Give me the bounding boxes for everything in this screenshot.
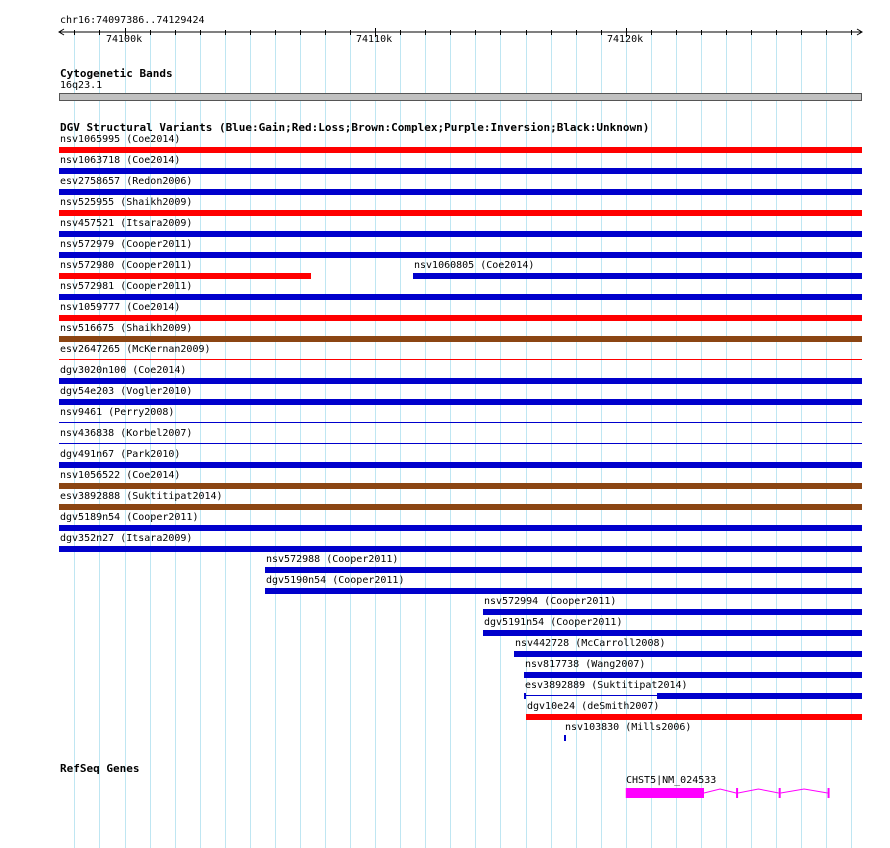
sv-feature-bar[interactable] bbox=[514, 651, 862, 657]
sv-label: nsv1056522 (Coe2014) bbox=[60, 470, 181, 481]
sv-feature-bar[interactable] bbox=[59, 189, 862, 195]
location-label: chr16:74097386..74129424 bbox=[60, 15, 205, 26]
sv-label: dgv352n27 (Itsara2009) bbox=[60, 533, 193, 544]
ruler-tick-label: 74100k bbox=[106, 34, 143, 45]
sv-feature-bar[interactable] bbox=[59, 546, 862, 552]
sv-label: dgv5190n54 (Cooper2011) bbox=[266, 575, 405, 586]
gene-intron bbox=[781, 789, 828, 793]
sv-label: nsv525955 (Shaikh2009) bbox=[60, 197, 193, 208]
sv-feature-bar[interactable] bbox=[59, 336, 862, 342]
sv-label: esv3892888 (Suktitipat2014) bbox=[60, 491, 223, 502]
sv-feature-line[interactable] bbox=[524, 695, 657, 696]
sv-label: nsv572980 (Cooper2011) bbox=[60, 260, 193, 271]
sv-feature-bar[interactable] bbox=[524, 672, 862, 678]
sv-label: nsv572994 (Cooper2011) bbox=[484, 596, 617, 607]
gene-exon bbox=[779, 788, 781, 798]
sv-feature-cap[interactable] bbox=[524, 693, 526, 699]
sv-feature-bar[interactable] bbox=[59, 210, 862, 216]
gene-chst5[interactable] bbox=[0, 783, 890, 803]
sv-feature-bar[interactable] bbox=[59, 504, 862, 510]
sv-label: nsv572988 (Cooper2011) bbox=[266, 554, 399, 565]
sv-feature-bar[interactable] bbox=[59, 399, 862, 405]
sv-label: nsv1065995 (Coe2014) bbox=[60, 134, 181, 145]
sv-feature-bar[interactable] bbox=[59, 168, 862, 174]
gene-exon bbox=[736, 788, 738, 798]
sv-label: nsv817738 (Wang2007) bbox=[525, 659, 646, 670]
sv-feature-bar[interactable] bbox=[59, 147, 862, 153]
sv-label: esv2647265 (McKernan2009) bbox=[60, 344, 211, 355]
sv-label: nsv1060805 (Coe2014) bbox=[414, 260, 535, 271]
sv-feature-bar[interactable] bbox=[265, 588, 862, 594]
sv-label: nsv436838 (Korbel2007) bbox=[60, 428, 193, 439]
sv-label: nsv516675 (Shaikh2009) bbox=[60, 323, 193, 334]
sv-feature-bar[interactable] bbox=[657, 693, 862, 699]
sv-label: dgv54e203 (Vogler2010) bbox=[60, 386, 193, 397]
sv-label: dgv491n67 (Park2010) bbox=[60, 449, 181, 460]
sv-feature-bar[interactable] bbox=[526, 714, 862, 720]
cytoband-track-title: Cytogenetic Bands bbox=[60, 67, 173, 80]
sv-label: nsv103830 (Mills2006) bbox=[565, 722, 692, 733]
sv-feature-bar[interactable] bbox=[564, 735, 566, 741]
sv-feature-bar[interactable] bbox=[59, 462, 862, 468]
ruler-tick-label: 74120k bbox=[607, 34, 644, 45]
gene-label: CHST5|NM_024533 bbox=[626, 775, 717, 786]
sv-feature-bar[interactable] bbox=[59, 443, 862, 444]
sv-feature-bar[interactable] bbox=[413, 273, 862, 279]
sv-label: esv3892889 (Suktitipat2014) bbox=[525, 680, 688, 691]
sv-feature-bar[interactable] bbox=[59, 483, 862, 489]
sv-feature-bar[interactable] bbox=[483, 609, 862, 615]
sv-feature-bar[interactable] bbox=[59, 315, 862, 321]
sv-feature-bar[interactable] bbox=[59, 422, 862, 423]
sv-feature-bar[interactable] bbox=[483, 630, 862, 636]
cytoband-label: 16q23.1 bbox=[60, 80, 103, 91]
gene-intron bbox=[704, 789, 736, 793]
gene-exon bbox=[626, 788, 704, 798]
sv-label: nsv442728 (McCarroll2008) bbox=[515, 638, 666, 649]
sv-label: dgv3020n100 (Coe2014) bbox=[60, 365, 187, 376]
sv-label: dgv5189n54 (Cooper2011) bbox=[60, 512, 199, 523]
ruler-tick-label: 74110k bbox=[356, 34, 393, 45]
sv-feature-bar[interactable] bbox=[59, 359, 862, 360]
cytoband-16q23-1[interactable] bbox=[59, 93, 862, 101]
dgv-track-title: DGV Structural Variants (Blue:Gain;Red:Loss;Brown:Complex;Purple:Inversion;Black:Unknown) bbox=[60, 121, 650, 134]
sv-label: nsv1059777 (Coe2014) bbox=[60, 302, 181, 313]
gene-exon bbox=[828, 788, 830, 798]
sv-label: nsv9461 (Perry2008) bbox=[60, 407, 175, 418]
sv-feature-bar[interactable] bbox=[59, 273, 311, 279]
sv-feature-bar[interactable] bbox=[59, 294, 862, 300]
sv-feature-bar[interactable] bbox=[59, 378, 862, 384]
sv-label: nsv1063718 (Coe2014) bbox=[60, 155, 181, 166]
sv-label: dgv10e24 (deSmith2007) bbox=[527, 701, 660, 712]
sv-label: dgv5191n54 (Cooper2011) bbox=[484, 617, 623, 628]
sv-feature-bar[interactable] bbox=[265, 567, 862, 573]
sv-label: nsv457521 (Itsara2009) bbox=[60, 218, 193, 229]
sv-feature-bar[interactable] bbox=[59, 252, 862, 258]
sv-label: nsv572979 (Cooper2011) bbox=[60, 239, 193, 250]
sv-label: esv2758657 (Redon2006) bbox=[60, 176, 193, 187]
gene-intron bbox=[738, 789, 779, 793]
sv-feature-bar[interactable] bbox=[59, 525, 862, 531]
sv-feature-bar[interactable] bbox=[59, 231, 862, 237]
refseq-track-title: RefSeq Genes bbox=[60, 762, 140, 775]
sv-label: nsv572981 (Cooper2011) bbox=[60, 281, 193, 292]
